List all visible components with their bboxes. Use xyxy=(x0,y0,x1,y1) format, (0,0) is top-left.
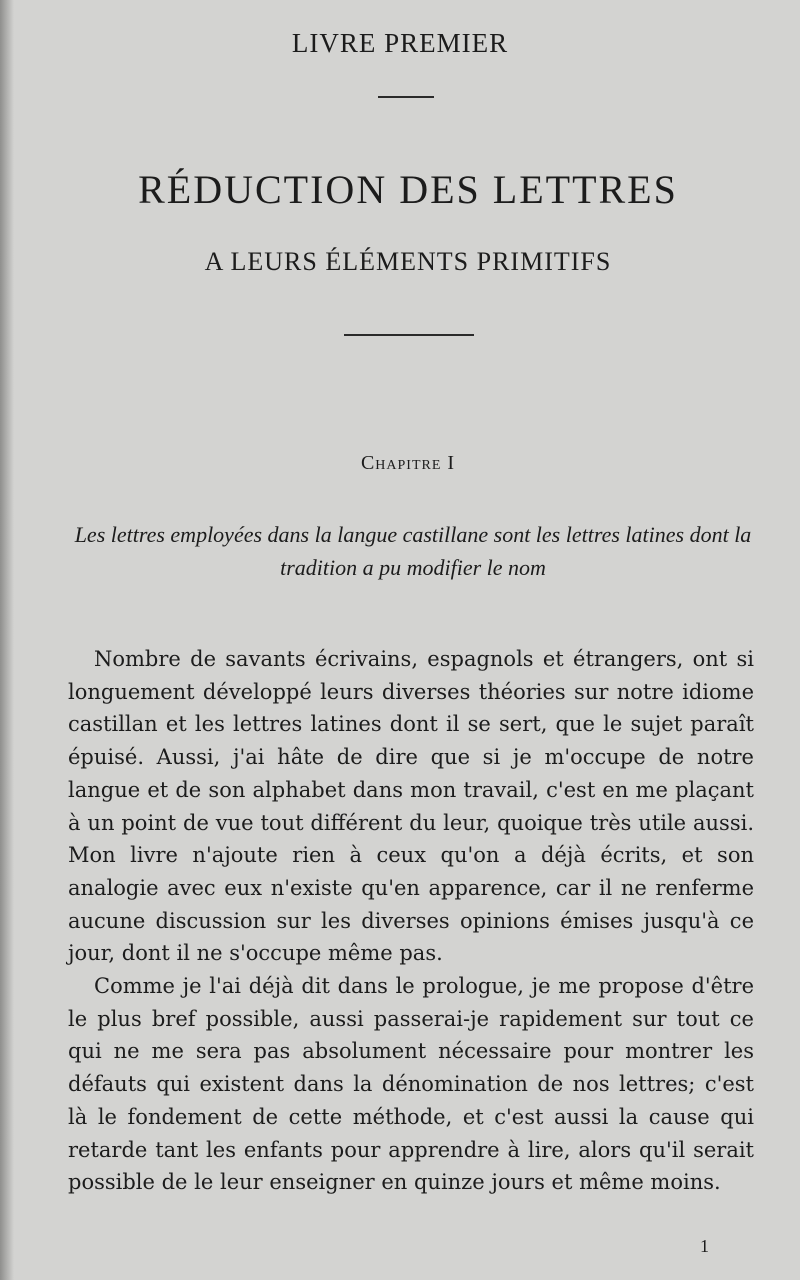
paragraph: Comme je l'ai déjà dit dans le prologue, je me propose d'être le plus bref possible, aussi passerai-je rapidement sur tout ce qui ne me sera pas absolument nécessaire pour montrer les défauts qui existent dans la dénomination de nos lettres; c'est là le fondement de cette méthode, et c'est aussi la cause qui retarde tant les enfants pour apprendre à lire, alors qu'il serait possible de le leur enseigner en quinze jours et même moins. xyxy=(68,974,754,1195)
title-rule xyxy=(344,334,474,336)
page-number: 1 xyxy=(700,1236,709,1256)
chapter-summary: Les lettres employées dans la langue castillane sont les lettres latines dont la tradition a pu modifier le nom xyxy=(74,522,752,580)
paragraph: Nombre de savants écrivains, espagnols et étrangers, ont si longuement développé leurs diverses théories sur notre idiome castillan et les lettres latines dont il se sert, que le sujet paraît épuisé. Aussi, j'ai hâte de dire que si je m'occupe de notre langue et de son alphabet dans mon travail, c'est en me plaçant à un point de vue tout différent du leur, quoique très utile aussi. Mon livre n'ajoute rien à ceux qu'on a déjà écrits, et son analogie avec eux n'existe qu'en apparence, car il ne renferme aucune discussion sur les diverses opinions émises jusqu'à ce jour, dont il ne s'occupe même pas. xyxy=(68,647,754,966)
running-head: LIVRE PREMIER xyxy=(291,28,509,58)
chapter-subtitle: A LEURS ÉLÉMENTS PRIMITIFS xyxy=(204,247,612,276)
chapter-main-title: RÉDUCTION DES LETTRES xyxy=(138,167,678,212)
body-text xyxy=(68,643,754,1199)
chapter-label: Chapitre I xyxy=(360,452,456,474)
short-rule xyxy=(378,96,434,98)
